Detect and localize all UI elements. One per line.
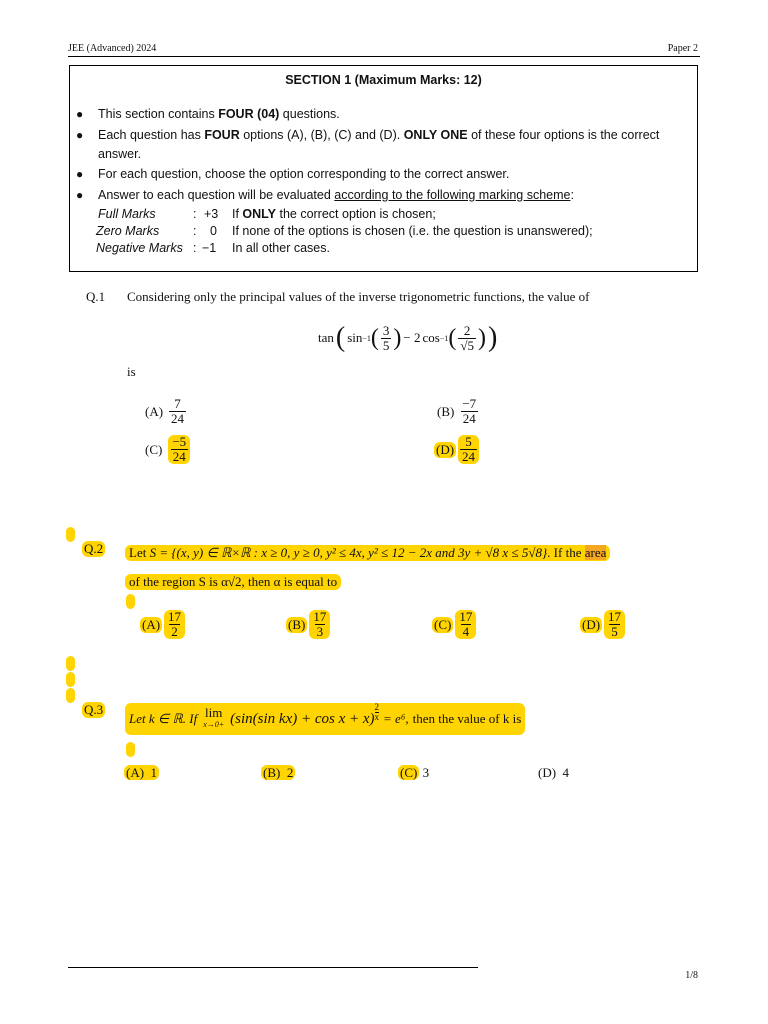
bullet-icon: ● (76, 107, 84, 121)
question-number: Q.1 (86, 289, 106, 304)
highlight-mark (66, 672, 75, 687)
option-a[interactable]: (A) $\frac{7}{24}$ (145, 396, 185, 426)
bullet-3: For each question, choose the option corresponding to the correct answer. (98, 167, 510, 181)
highlight-mark (66, 527, 75, 542)
option-b[interactable]: (B) $\frac{17}{3}$ (286, 610, 332, 639)
scheme-label-negative: Negative Marks (96, 241, 183, 255)
bullet-1: This section contains FOUR (04) questions. (98, 107, 340, 121)
scheme-score-zero: 0 (210, 224, 217, 238)
scheme-label-full: Full Marks (98, 207, 156, 221)
footer-rule (68, 967, 478, 968)
exam-title: JEE (Advanced) 2024 (68, 43, 157, 54)
page-number: 1/8 (685, 970, 698, 981)
question-number: Q.3 (84, 702, 104, 717)
scheme-score-full: +3 (204, 207, 219, 221)
scheme-desc-zero: If none of the options is chosen (i.e. the question is unanswered); (232, 224, 593, 238)
highlight-mark (126, 742, 135, 757)
scheme-score-negative: −1 (202, 241, 217, 255)
scheme-desc-full: If ONLY the correct option is chosen; (232, 207, 436, 221)
bullet-icon: ● (76, 128, 84, 142)
bullet-icon: ● (76, 167, 84, 181)
question-text: Considering only the principal values of the inverse trigonometric functions, the value of (127, 289, 590, 304)
option-c[interactable]: (C) $\frac{17}{4}$ (432, 610, 478, 639)
bullet-2-cont: answer. (98, 147, 142, 161)
bullet-2: Each question has FOUR options (A), (B), (C) and (D). ONLY ONE of these four options is the correct (98, 128, 660, 142)
option-c[interactable]: (C) $\frac{-5}{24}$ (145, 435, 192, 464)
option-a[interactable]: (A) $\frac{17}{2}$ (140, 610, 187, 639)
option-b[interactable]: (B) $\frac{-7}{24}$ (437, 396, 477, 426)
option-d[interactable]: (D) $\frac{17}{5}$ (580, 610, 627, 639)
bullet-icon: ● (76, 188, 84, 202)
section-title: SECTION 1 (Maximum Marks: 12) (285, 73, 482, 87)
scheme-colon: : (193, 241, 197, 255)
scheme-colon: : (193, 224, 197, 238)
scheme-colon: : (193, 207, 197, 221)
option-d[interactable]: (D) 4 (538, 765, 570, 780)
option-c[interactable]: (C) 3 (400, 765, 430, 780)
q1-is: is (127, 364, 136, 379)
question-number: Q.2 (84, 541, 104, 556)
highlight-mark (66, 688, 75, 703)
q2-line2: of the region S is α√2, then α is equal to (125, 574, 341, 590)
highlight-mark (66, 656, 75, 671)
q1-expression: tan ( sin −1 ( $\frac{3}{5}$ ) − 2 cos −1 ( $\frac{2}{√5}$ ) ) (318, 322, 498, 353)
scheme-label-zero: Zero Marks (96, 224, 160, 238)
q2-line1: Let S = {(x, y) ∈ ℝ×ℝ : x ≥ 0, y ≥ 0, y² ≤ 4x, y² ≤ 12 − 2x and 3y + √8 x ≤ 5√8}. If the area (125, 545, 610, 561)
scheme-desc-negative: In all other cases. (232, 241, 330, 255)
q3-line: Let k ∈ ℝ. If lim x→0+ (sin(sin kx) + cos x + x) $\frac{2}{x}$ = e⁶, then the value of k is (125, 703, 525, 735)
option-b[interactable]: (B) 2 (263, 765, 294, 780)
bullet-4: Answer to each question will be evaluated according to the following marking scheme: (98, 188, 574, 202)
paper-label: Paper 2 (667, 43, 698, 54)
option-d[interactable]: (D) $\frac{5}{24}$ (434, 435, 481, 464)
highlight-mark (126, 594, 135, 609)
option-a[interactable]: (A) 1 (126, 765, 158, 780)
header-rule (68, 56, 700, 57)
